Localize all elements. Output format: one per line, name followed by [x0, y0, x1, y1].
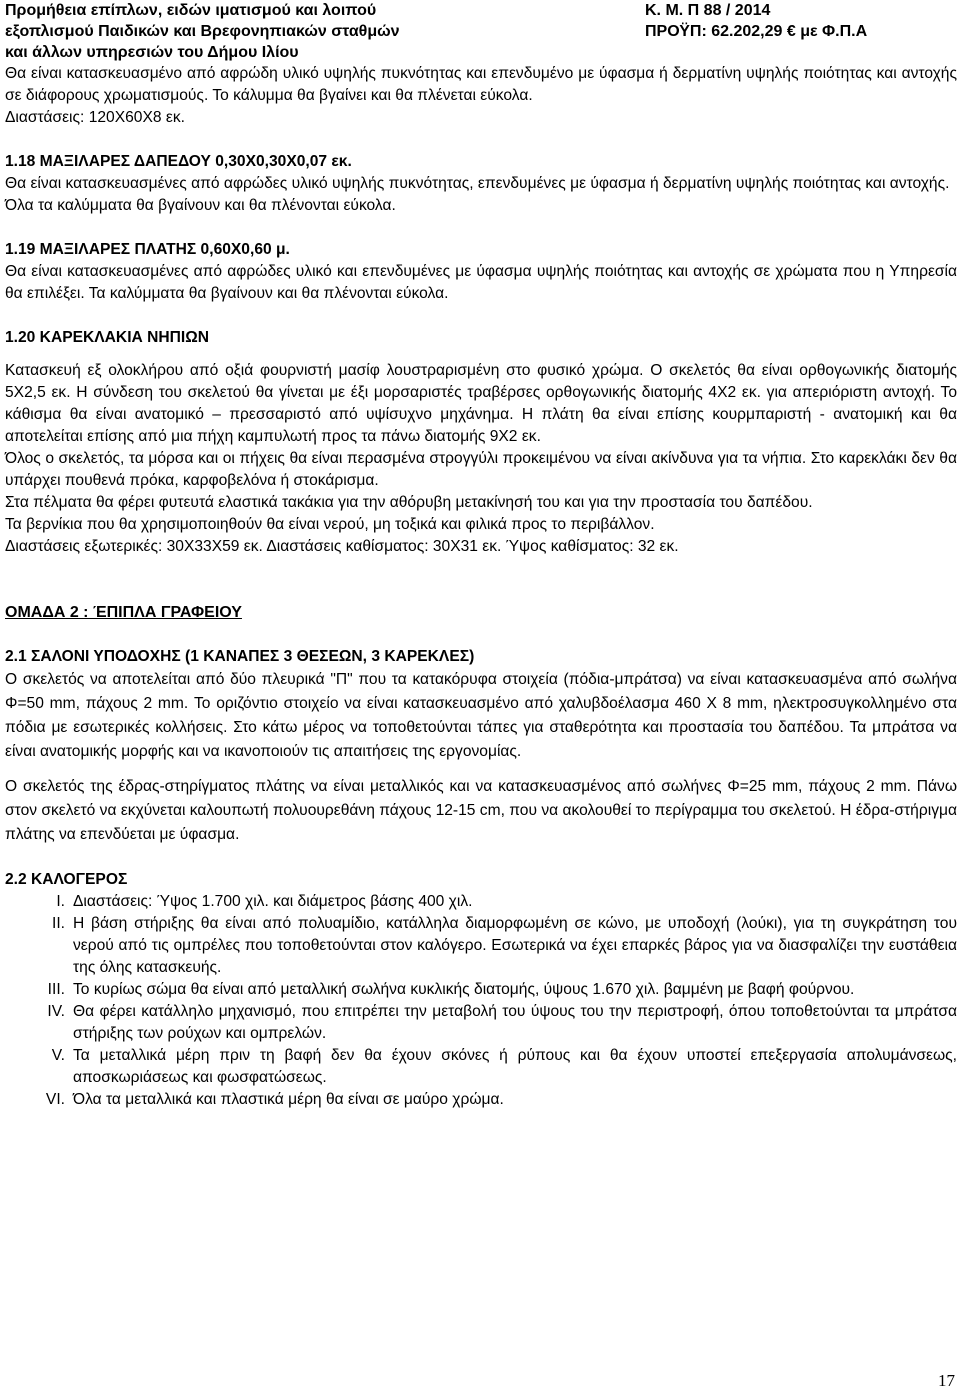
section-2-1-paragraph-1: Ο σκελετός να αποτελείται από δύο πλευρικά "Π" που τα κατακόρυφα στοιχεία (πόδια-μπράτσα) να είναι κατασκευασμένα από σωλήνα Φ=50 mm, πάχους 2 mm. Το οριζόντιο στοιχείο να είναι κατασκευασμένο από χαλυβδοέλασμα 460 Χ 8 mm, ηλεκτροσυγκολλημένο στα πόδια με εσωτερικές κολλήσεις. Στο κάτω μέρος να τοποθετούνται τάπες για σταθερότητα και προστασία του δαπέδου. Τα μπράτσα να είναι ανατομικής μορφής και να ικανοποιούν τις απαιτήσεις της εργονομίας. [5, 671, 957, 760]
section-1-20-paragraph-3: Στα πέλματα θα φέρει φυτευτά ελαστικά τακάκια για την αθόρυβη μετακίνησή του και για την προστασία του δαπέδου. [5, 494, 813, 511]
list-item [5, 1001, 957, 1045]
list-item [5, 979, 957, 1001]
list-item-text: Η βάση στήριξης θα είναι από πολυαμίδιο, κατάλληλα διαμορφωμένη σε κώνο, με υποδοχή (λούκι), για τη συγκράτηση του νερού από τις ομπρέλες που τοποθετούνται στον καλόγερο. Εσωτερικά να έχει επαρκές βάρος για να διασφαλίζει την ευστάθεια της όλης κατασκευής. [73, 915, 957, 976]
intro-paragraph: Θα είναι κατασκευασμένο από αφρώδη υλικό υψηλής πυκνότητας και επενδυμένο με ύφασμα ή δερματίνη υψηλής ποιότητας και αντοχής σε διάφορους χρωματισμούς. Το κάλυμμα θα βγαίνει και θα πλένεται εύκολα. [5, 65, 957, 104]
header-title-line2: εξοπλισμού Παιδικών και Βρεφονηπιακών σταθμών [5, 23, 400, 40]
section-2-2-list [5, 891, 957, 1111]
section-2-2-title: 2.2 ΚΑΛΟΓΕΡΟΣ [5, 871, 128, 888]
spacer [5, 349, 957, 360]
list-item-number: IV. [47, 1003, 65, 1020]
section-1-18-title: 1.18 ΜΑΞΙΛΑΡΕΣ ΔΑΠΕΔΟΥ 0,30Χ0,30Χ0,07 εκ. [5, 153, 352, 170]
spacer [5, 580, 957, 602]
spacer [5, 764, 957, 775]
page-header [5, 0, 957, 63]
list-item-text: Διαστάσεις: Ύψος 1.700 χιλ. και διάμετρος βάσης 400 χιλ. [73, 893, 473, 910]
list-item-number: VI. [45, 1091, 65, 1108]
list-item [5, 891, 957, 913]
document-page [5, 0, 957, 1111]
section-1-20-title: 1.20 ΚΑΡΕΚΛΑΚΙΑ ΝΗΠΙΩΝ [5, 329, 209, 346]
section-1-20-paragraph-1: Κατασκευή εξ ολοκλήρου από οξιά φουρνιστή μασίφ λουστραρισμένη στο φυσικό χρώμα. Ο σκελετός θα είναι ορθογωνικής διατομής 5Χ2,5 εκ. Η σύνδεση του σκελετού θα γίνεται με έξι μορσαριστές τραβέρσες ορθογωνικής διατομής 4Χ2 εκ. για απεριόριστη αντοχή. Το κάθισμα θα είναι ανατομικό – πρεσσαριστό από υψίσυχνο μηχάνημα. Η πλάτη θα είναι επίσης κουρμπαριστή - ανατομική και θα αποτελείται επίσης από μια πήχη καμπυλωτή προς τα πάνω διατομής 9Χ2 εκ. [5, 362, 957, 445]
section-1-20-paragraph-5: Διαστάσεις εξωτερικές: 30Χ33Χ59 εκ. Διαστάσεις καθίσματος: 30Χ31 εκ. Ύψος καθίσματος: 32 εκ. [5, 538, 679, 555]
list-item-number: II. [52, 915, 65, 932]
spacer [5, 305, 957, 327]
spacer [5, 847, 957, 858]
list-item-text: Τα μεταλλικά μέρη πριν τη βαφή δεν θα έχουν σκόνες ή ρύπους και θα έχουν υποστεί επεξεργασία απολυμάνσεως, αποσκωριάσεως και φωσφατώσεως. [73, 1047, 957, 1086]
header-ref-number: Κ. Μ. Π 88 / 2014 [645, 2, 771, 19]
list-item [5, 1089, 957, 1111]
list-item-number: III. [47, 981, 65, 998]
section-1-20-paragraph-4: Τα βερνίκια που θα χρησιμοποιηθούν θα είναι νερού, μη τοξικά και φιλικά προς το περιβάλλον. [5, 516, 655, 533]
list-item-text: Θα φέρει κατάλληλο μηχανισμό, που επιτρέπει την μεταβολή του ύψους του την περιστροφή, όπου τοποθετούνται τα μπράτσα στήριξης των ρούχων και ομπρελών. [73, 1003, 957, 1042]
list-item [5, 1045, 957, 1089]
spacer [5, 129, 957, 151]
header-title-line1: Προμήθεια επίπλων, ειδών ιματισμού και λοιπού [5, 2, 377, 19]
list-item [5, 913, 957, 979]
list-item-text: Το κυρίως σώμα θα είναι από μεταλλική σωλήνα κυκλικής διατομής, ύψους 1.670 χιλ. βαμμένη με βαφή φούρνου. [73, 981, 855, 998]
spacer [5, 217, 957, 239]
group-2-title: ΟΜΑΔΑ 2 : ΈΠΙΠΛΑ ΓΡΑΦΕΙΟΥ [5, 604, 242, 621]
list-item-number: I. [56, 893, 65, 910]
section-1-18-paragraph: Θα είναι κατασκευασμένες από αφρώδες υλικό υψηλής πυκνότητας, επενδυμένες με ύφασμα ή δερματίνη υψηλής ποιότητας και αντοχής. [5, 175, 950, 192]
section-1-19-title: 1.19 ΜΑΞΙΛΑΡΕΣ ΠΛΑΤΗΣ 0,60Χ0,60 μ. [5, 241, 290, 258]
section-1-20-paragraph-2: Όλος ο σκελετός, τα μόρσα και οι πήχεις θα είναι περασμένα στρογγύλι προκειμένου να είναι ακίνδυνα για τα νήπια. Στο καρεκλάκι δεν θα υπάρχει πουθενά πρόκα, καρφοβελόνα ή στοκάρισμα. [5, 450, 957, 489]
list-item-text: Όλα τα μεταλλικά και πλαστικά μέρη θα είναι σε μαύρο χρώμα. [73, 1091, 504, 1108]
header-budget: ΠΡΟΫΠ: 62.202,29 € με Φ.Π.Α [645, 23, 868, 40]
spacer [5, 558, 957, 580]
section-2-1-paragraph-2: Ο σκελετός της έδρας-στηρίγματος πλάτης να είναι μεταλλικός και να κατασκευασμένος από σωλήνες Φ=25 mm, πάχους 2 mm. Πάνω στον σκελετό να εκχύνεται καλουπωτή πολυουρεθάνη πάχους 12-15 cm, που να ακολουθεί το περίγραμμα του σκελετού. Η έδρα-στήριγμα πλάτης να επενδύεται με ύφασμα. [5, 778, 957, 843]
spacer [5, 624, 957, 646]
intro-dimensions: Διαστάσεις: 120Χ60Χ8 εκ. [5, 109, 185, 126]
list-item-number: V. [51, 1047, 65, 1064]
section-2-1-title: 2.1 ΣΑΛΟΝΙ ΥΠΟΔΟΧΗΣ (1 ΚΑΝΑΠΕΣ 3 ΘΕΣΕΩΝ, 3 ΚΑΡΕΚΛΕΣ) [5, 648, 475, 665]
section-1-18-paragraph-2: Όλα τα καλύμματα θα βγαίνουν και θα πλένονται εύκολα. [5, 197, 396, 214]
page-number: 17 [938, 1371, 955, 1390]
header-title-line3: και άλλων υπηρεσιών του Δήμου Ιλίου [5, 44, 299, 61]
spacer [5, 858, 957, 869]
section-1-19-paragraph: Θα είναι κατασκευασμένες από αφρώδες υλικό και επενδυμένες με ύφασμα υψηλής ποιότητας και αντοχής σε χρώματα που η Υπηρεσία θα επιλέξει. Τα καλύμματα θα βγαίνουν και θα πλένονται εύκολα. [5, 263, 957, 302]
